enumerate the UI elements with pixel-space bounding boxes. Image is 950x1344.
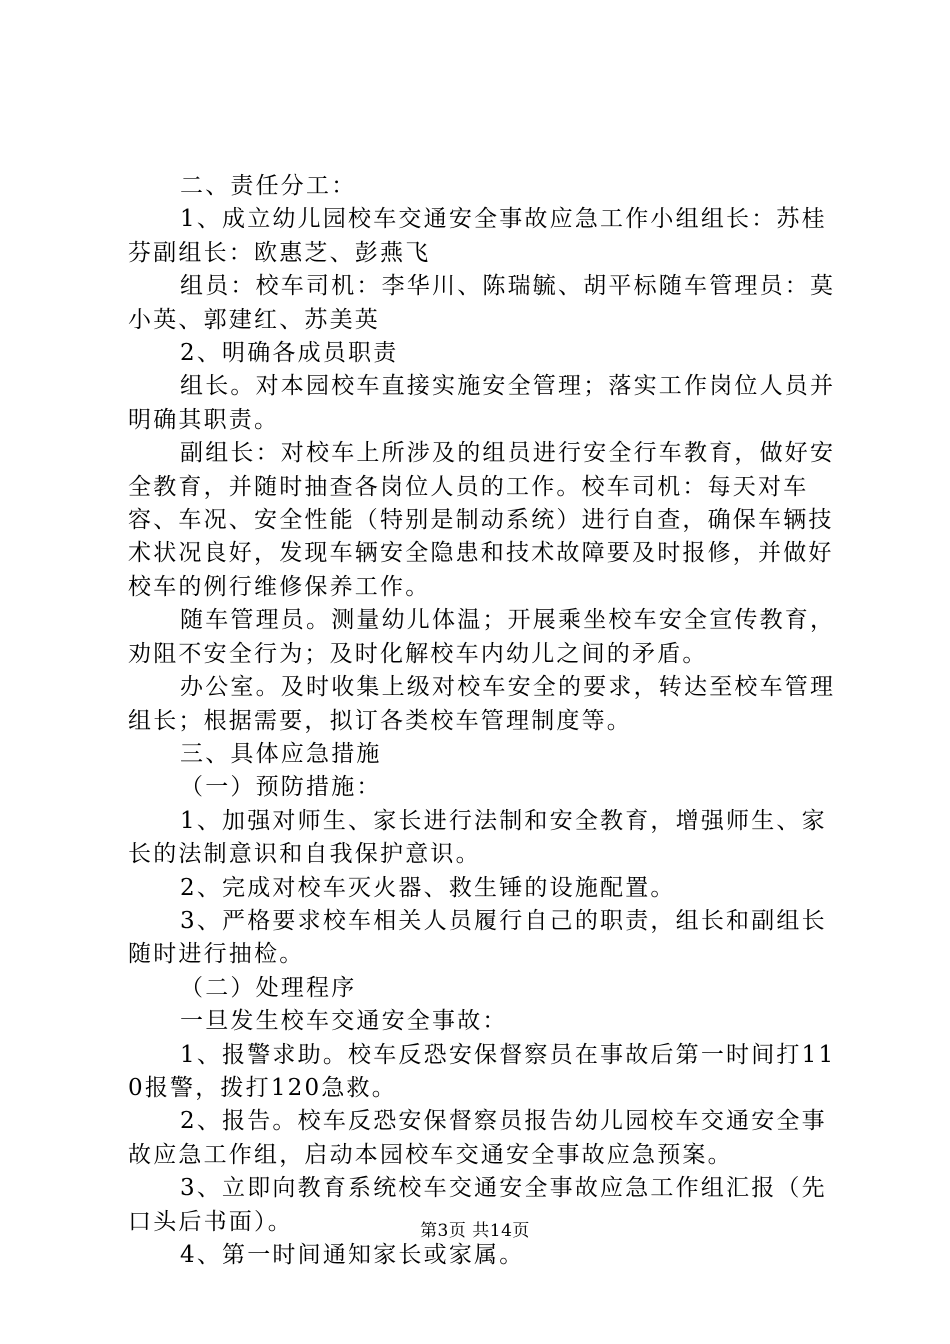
paragraph-procedure-2: 2、报告。校车反恐安保督察员报告幼儿园校车交通安全事故应急工作组，启动本园校车交通安全事故应急预案。	[128, 1108, 827, 1168]
paragraph-prevention-3: 3、严格要求校车相关人员履行自己的职责，组长和副组长随时进行抽检。	[128, 907, 827, 968]
paragraph-prevention-1: 1、加强对师生、家长进行法制和安全教育，增强师生、家长的法制意识和自我保护意识。	[128, 807, 827, 868]
paragraph-team-members: 组员：校车司机：李华川、陈瑞毓、胡平标随车管理员：莫小英、郭建红、苏美英	[128, 273, 836, 333]
paragraph-duties-heading: 2、明确各成员职责	[180, 340, 399, 367]
paragraph-prevention-heading: （一）预防措施：	[180, 774, 382, 801]
paragraph-procedure-3: 3、立即向教育系统校车交通安全事故应急工作组汇报（先口头后书面）。	[128, 1175, 827, 1235]
paragraph-prevention-2: 2、完成对校车灭火器、救生锤的设施配置。	[180, 874, 676, 901]
paragraph-procedure-1: 1、报警求助。校车反恐安保督察员在事故后第一时间打110报警，拨打120急救。	[128, 1041, 836, 1101]
document-body	[128, 170, 840, 1272]
paragraph-procedure-4: 4、第一时间通知家长或家属。	[180, 1242, 525, 1268]
paragraph-office-duty: 办公室。及时收集上级对校车安全的要求，转达至校车管理组长；根据需要，拟订各类校车管理制度等。	[128, 674, 836, 734]
paragraph-procedure-intro: 一旦发生校车交通安全事故：	[180, 1008, 508, 1035]
paragraph-escort-duty: 随车管理员。测量幼儿体温；开展乘坐校车安全宣传教育，劝阻不安全行为；及时化解校车内幼儿之间的矛盾。	[128, 607, 836, 667]
paragraph-procedure-heading: （二）处理程序	[180, 974, 357, 1001]
page-number-footer: 第3页 共14页	[420, 1221, 530, 1241]
paragraph-leader-duty: 组长。对本园校车直接实施安全管理；落实工作岗位人员并明确其职责。	[128, 373, 836, 433]
paragraph-deputy-driver-duty: 副组长：对校车上所涉及的组员进行安全行车教育，做好安全教育，并随时抽查各岗位人员的工作。校车司机：每天对车容、车况、安全性能（特别是制动系统）进行自查，确保车辆技术状况良好，发现车辆安全隐患和技术故障要及时报修，并做好校车的例行维修保养工作。	[128, 440, 836, 600]
paragraph-section-2-heading: 二、责任分工：	[180, 173, 357, 199]
paragraph-section-3-heading: 三、具体应急措施	[180, 740, 382, 767]
paragraph-team-leaders: 1、成立幼儿园校车交通安全事故应急工作小组组长：苏桂芬副组长：欧惠芝、彭燕飞	[128, 206, 827, 266]
